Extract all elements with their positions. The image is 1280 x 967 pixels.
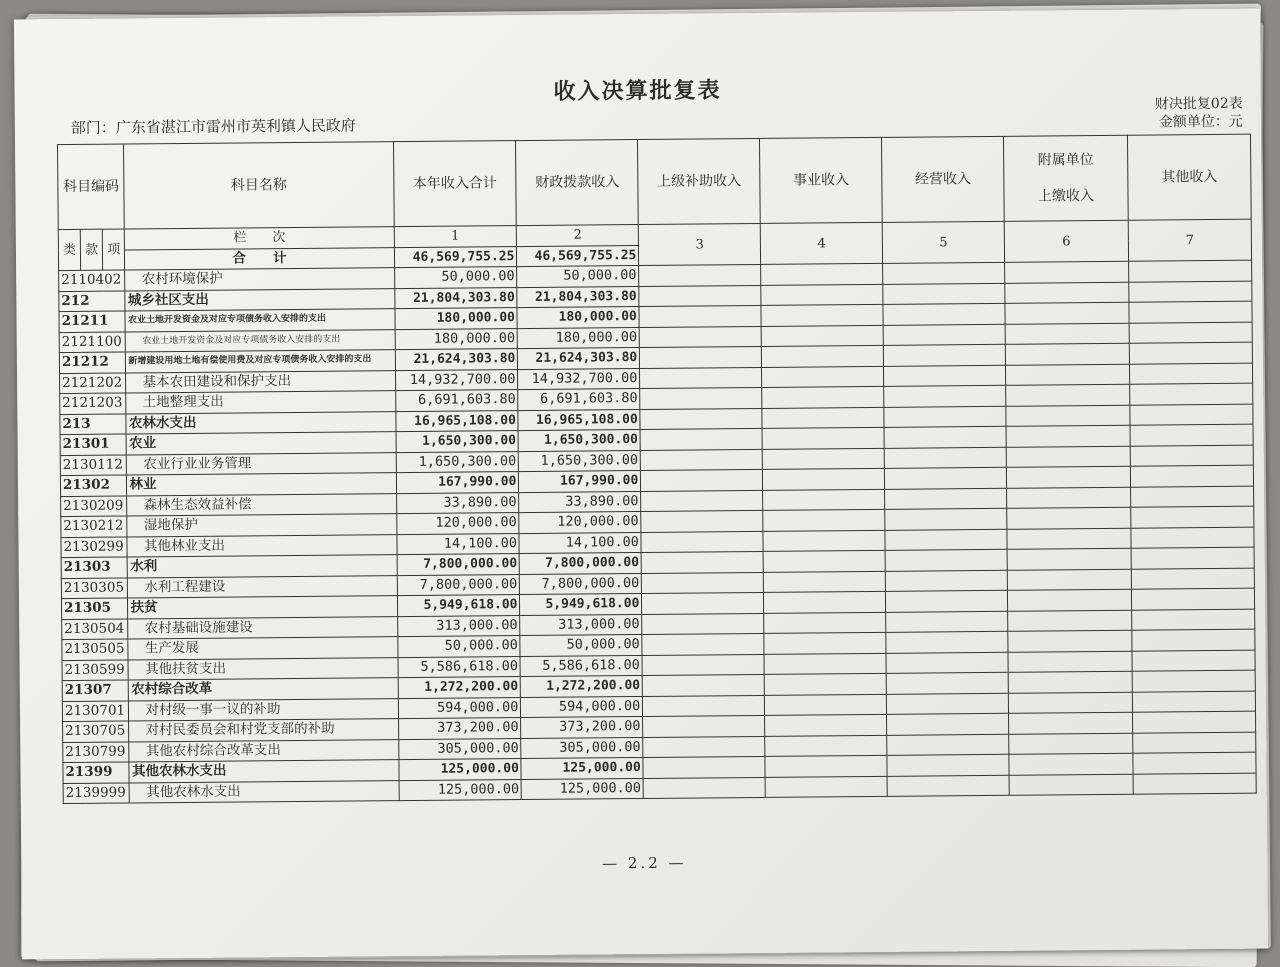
subject-code: 2130112 [60, 454, 127, 475]
empty-cell-col-7 [1129, 342, 1252, 364]
subject-name: 农业土地开发资金及对应专项债务收入安排的支出 [126, 329, 395, 352]
income-total: 16,965,108.00 [395, 410, 518, 432]
paper-sheet [14, 9, 1268, 960]
income-total: 5,586,618.00 [398, 656, 521, 678]
income-total: 1,650,300.00 [396, 431, 519, 453]
empty-cell-col-6 [1008, 630, 1132, 652]
empty-cell-col-3 [640, 346, 762, 368]
header-xiang: 项 [103, 229, 126, 270]
col-number-2: 2 [517, 225, 639, 247]
header-total: 本年收入合计 [393, 141, 517, 227]
empty-cell-col-7 [1133, 752, 1256, 774]
empty-cell-col-6 [1008, 692, 1132, 714]
subject-code: 2121203 [60, 393, 127, 414]
header-affiliated-line2: 上缴收入 [1037, 188, 1095, 205]
fiscal-income: 120,000.00 [519, 512, 641, 534]
empty-cell-col-5 [886, 672, 1008, 694]
empty-cell-col-7 [1131, 527, 1254, 549]
subject-code: 21212 [59, 352, 126, 373]
subject-code: 2130799 [63, 741, 130, 762]
subject-code: 2130299 [61, 536, 128, 557]
income-total: 14,100.00 [396, 533, 519, 555]
fiscal-income: 21,624,303.80 [518, 348, 640, 370]
total-value: 46,569,755.25 [394, 246, 517, 268]
empty-cell-col-6 [1009, 733, 1133, 755]
empty-cell-col-5 [885, 529, 1007, 551]
fiscal-income: 5,586,618.00 [520, 655, 642, 677]
empty-cell-col-4 [762, 386, 884, 408]
empty-cell-col-7 [1131, 506, 1254, 528]
empty-cell-col-6 [1005, 302, 1129, 324]
empty-cell-col-6 [1007, 569, 1131, 591]
empty-cell-col-3 [641, 551, 763, 573]
empty-cell-col-7 [1129, 281, 1252, 303]
empty-cell-col-7 [1132, 691, 1255, 713]
empty-cell-col-7 [1130, 404, 1253, 426]
subject-code: 2130701 [62, 700, 129, 721]
fiscal-income: 313,000.00 [520, 614, 642, 636]
empty-cell-col-5 [883, 262, 1005, 284]
empty-cell-col-4 [761, 284, 883, 306]
fiscal-income: 16,965,108.00 [518, 409, 640, 431]
empty-cell-col-3 [640, 428, 762, 450]
fiscal-income: 1,272,200.00 [521, 675, 643, 697]
subject-name: 对村民委员会和村党支部的补助 [129, 719, 398, 742]
fiscal-income: 7,800,000.00 [520, 552, 642, 574]
empty-cell-col-5 [886, 631, 1008, 653]
empty-cell-col-4 [764, 653, 886, 675]
header-fiscal: 财政拨款收入 [516, 140, 639, 226]
empty-cell-col-3 [643, 777, 765, 799]
total-fiscal-value: 46,569,755.25 [517, 245, 639, 267]
header-operation: 经营收入 [882, 136, 1005, 222]
fiscal-income: 1,650,300.00 [518, 430, 640, 452]
income-total: 180,000.00 [394, 308, 517, 330]
empty-cell-col-6 [1009, 774, 1133, 796]
empty-cell-col-5 [884, 406, 1006, 428]
empty-cell-col-3 [643, 695, 765, 717]
empty-cell-col-4 [764, 673, 886, 695]
fiscal-income: 21,804,303.80 [517, 286, 639, 308]
empty-cell-col-5 [885, 467, 1007, 489]
empty-cell-col-4 [761, 325, 883, 347]
header-name: 科目名称 [124, 142, 394, 229]
empty-cell-col-5 [886, 611, 1008, 633]
header-affiliated [1004, 135, 1129, 221]
empty-cell-col-5 [885, 488, 1007, 510]
empty-cell-col-3 [641, 469, 763, 491]
empty-cell-col-7 [1129, 301, 1252, 323]
subject-code: 2130305 [61, 577, 128, 598]
fiscal-income: 180,000.00 [517, 307, 639, 329]
subject-name: 湿地保护 [127, 514, 396, 537]
empty-cell-col-5 [887, 713, 1009, 735]
empty-cell-col-3 [639, 264, 761, 286]
empty-cell-col-5 [887, 754, 1009, 776]
empty-cell-col-5 [883, 283, 1005, 305]
empty-cell-col-5 [883, 303, 1005, 325]
empty-cell-col-3 [642, 674, 764, 696]
subject-code: 2139999 [63, 782, 130, 803]
subject-code: 2130209 [61, 495, 128, 516]
empty-cell-col-6 [1009, 712, 1133, 734]
empty-cell-col-7 [1130, 465, 1253, 487]
empty-cell-col-6 [1005, 261, 1129, 283]
page-number: — 2.2 — [602, 853, 687, 873]
col-number-6: 6 [1004, 220, 1128, 262]
subject-name: 林业 [127, 473, 396, 496]
subject-name: 其他扶贫支出 [128, 657, 397, 680]
fiscal-income: 7,800,000.00 [520, 573, 642, 595]
empty-cell-col-3 [639, 285, 761, 307]
fiscal-income: 373,200.00 [521, 716, 643, 738]
empty-cell-col-3 [643, 756, 765, 778]
empty-cell-col-5 [884, 426, 1006, 448]
empty-cell-col-3 [642, 633, 764, 655]
empty-cell-col-6 [1006, 364, 1130, 386]
form-info [1155, 95, 1243, 132]
fiscal-income: 125,000.00 [521, 757, 643, 779]
empty-cell-col-6 [1007, 507, 1131, 529]
col-number-5: 5 [882, 221, 1004, 263]
empty-cell-col-7 [1131, 486, 1254, 508]
subject-name: 其他林业支出 [127, 534, 396, 557]
empty-cell-col-7 [1131, 547, 1254, 569]
income-total: 120,000.00 [396, 513, 519, 535]
amount-unit: 金额单位：元 [1158, 113, 1243, 131]
empty-cell-col-3 [639, 326, 761, 348]
income-total: 50,000.00 [397, 636, 520, 658]
subject-code: 21399 [63, 762, 130, 783]
department-label: 部门：广东省湛江市雷州市英利镇人民政府 [70, 116, 356, 137]
empty-cell-col-4 [763, 489, 885, 511]
fiscal-income: 50,000.00 [520, 634, 642, 656]
empty-cell-col-5 [885, 549, 1007, 571]
subject-code: 2130504 [62, 618, 129, 639]
empty-cell-col-6 [1005, 343, 1129, 365]
empty-cell-col-4 [762, 407, 884, 429]
empty-cell-col-3 [640, 367, 762, 389]
subject-code: 212 [59, 290, 126, 311]
income-total: 21,804,303.80 [394, 287, 517, 309]
total-label: 合 计 [125, 247, 394, 270]
subject-name: 水利 [128, 555, 397, 578]
empty-cell-col-7 [1129, 322, 1252, 344]
subject-code: 21303 [61, 557, 128, 578]
empty-cell-col-7 [1130, 424, 1253, 446]
subject-code: 21301 [60, 434, 127, 455]
empty-cell-col-7 [1132, 609, 1255, 631]
subject-name: 农业 [127, 432, 396, 455]
empty-cell-col-4 [761, 304, 883, 326]
empty-cell-col-6 [1005, 323, 1129, 345]
income-total: 373,200.00 [398, 718, 521, 740]
subject-code: 21211 [59, 311, 126, 332]
empty-cell-col-5 [883, 324, 1005, 346]
empty-cell-col-4 [764, 591, 886, 613]
subject-name: 农村综合改革 [129, 678, 398, 701]
empty-cell-col-5 [886, 590, 1008, 612]
income-total: 180,000.00 [395, 328, 518, 350]
subject-name: 土地整理支出 [126, 391, 395, 414]
empty-cell-col-3 [641, 449, 763, 471]
empty-cell-col-3 [643, 736, 765, 758]
subject-code: 2121202 [60, 372, 127, 393]
fiscal-income: 14,100.00 [519, 532, 641, 554]
income-total: 305,000.00 [398, 738, 521, 760]
subject-code: 2121100 [59, 331, 126, 352]
empty-cell-col-3 [642, 613, 764, 635]
header-code: 科目编码 [58, 144, 125, 230]
subject-name: 农业行业业务管理 [127, 452, 396, 475]
subject-code: 2130705 [63, 721, 130, 742]
empty-cell-col-4 [764, 571, 886, 593]
col-number-4: 4 [760, 222, 882, 264]
col-number-7: 7 [1128, 219, 1251, 261]
empty-cell-col-4 [761, 263, 883, 285]
subject-name: 新增建设用地土地有偿使用费及对应专项债务收入安排的支出 [126, 350, 395, 373]
empty-cell-col-6 [1006, 425, 1130, 447]
empty-cell-col-4 [762, 427, 884, 449]
empty-cell-col-5 [884, 447, 1006, 469]
income-total: 14,932,700.00 [395, 369, 518, 391]
empty-cell-col-4 [762, 345, 884, 367]
empty-cell-col-4 [763, 530, 885, 552]
col-number-3: 3 [639, 223, 761, 265]
income-total: 1,272,200.00 [398, 677, 521, 699]
header-affiliated-line1: 附属单位 [1037, 152, 1094, 169]
empty-cell-col-7 [1131, 568, 1254, 590]
header-lei: 类 [58, 229, 81, 270]
fiscal-income: 594,000.00 [521, 696, 643, 718]
empty-cell-col-5 [883, 344, 1005, 366]
subject-name: 农村环境保护 [125, 268, 394, 291]
income-report-table [57, 134, 1257, 804]
empty-cell-col-5 [886, 693, 1008, 715]
subject-name: 对村级一事一议的补助 [129, 698, 398, 721]
fiscal-income: 14,932,700.00 [518, 368, 640, 390]
empty-cell-col-7 [1132, 650, 1255, 672]
empty-cell-col-6 [1008, 610, 1132, 632]
income-total: 7,800,000.00 [397, 574, 520, 596]
fiscal-income: 50,000.00 [517, 266, 639, 288]
empty-cell-col-4 [765, 714, 887, 736]
empty-cell-col-6 [1006, 446, 1130, 468]
subject-name: 农林水支出 [126, 411, 395, 434]
empty-cell-col-5 [887, 775, 1009, 797]
empty-cell-col-7 [1132, 711, 1255, 733]
empty-cell-col-5 [884, 365, 1006, 387]
fiscal-income: 167,990.00 [519, 471, 641, 493]
empty-cell-col-5 [887, 734, 1009, 756]
header-lanci: 栏 次 [125, 227, 394, 250]
empty-cell-col-4 [763, 550, 885, 572]
income-total: 21,624,303.80 [395, 349, 518, 371]
subject-code: 21302 [60, 475, 127, 496]
income-total: 125,000.00 [399, 779, 522, 801]
empty-cell-col-7 [1132, 629, 1255, 651]
empty-cell-col-3 [642, 592, 764, 614]
subject-name: 城乡社区支出 [125, 288, 394, 311]
empty-cell-col-4 [765, 776, 887, 798]
col-number-1: 1 [394, 226, 517, 248]
subject-code: 21307 [62, 680, 129, 701]
fiscal-income: 33,890.00 [519, 491, 641, 513]
income-total: 594,000.00 [398, 697, 521, 719]
empty-cell-col-7 [1130, 445, 1253, 467]
empty-cell-col-3 [640, 387, 762, 409]
header-row [58, 134, 1252, 229]
income-total: 313,000.00 [397, 615, 520, 637]
fiscal-income: 5,949,618.00 [520, 593, 642, 615]
empty-cell-col-3 [642, 654, 764, 676]
header-other: 其他收入 [1127, 134, 1251, 220]
income-total: 33,890.00 [396, 492, 519, 514]
empty-cell-col-4 [765, 735, 887, 757]
subject-name: 生产发展 [128, 637, 397, 660]
empty-cell-col-5 [885, 508, 1007, 530]
header-kuan: 款 [80, 229, 103, 270]
empty-cell-col-7 [1129, 260, 1252, 282]
empty-cell-col-6 [1006, 384, 1130, 406]
fiscal-income: 180,000.00 [518, 327, 640, 349]
empty-cell-col-3 [641, 510, 763, 532]
document-title: 收入决算批复表 [553, 78, 722, 105]
subject-name: 农业土地开发资金及对应专项债务收入安排的支出 [125, 309, 394, 332]
income-total: 125,000.00 [398, 759, 521, 781]
income-total: 7,800,000.00 [397, 554, 520, 576]
empty-cell-col-6 [1007, 548, 1131, 570]
subject-code: 21305 [61, 598, 128, 619]
subject-name: 其他农林水支出 [129, 760, 398, 783]
empty-cell-col-4 [765, 755, 887, 777]
form-code: 财决批复02表 [1154, 95, 1243, 113]
empty-cell-col-4 [763, 509, 885, 531]
income-total: 5,949,618.00 [397, 595, 520, 617]
empty-cell-col-5 [885, 570, 1007, 592]
subject-name: 扶贫 [128, 596, 397, 619]
empty-cell-col-6 [1005, 282, 1129, 304]
empty-cell-col-6 [1008, 651, 1132, 673]
income-total: 167,990.00 [396, 472, 519, 494]
empty-cell-col-4 [764, 612, 886, 634]
empty-cell-col-3 [639, 305, 761, 327]
empty-cell-col-5 [884, 385, 1006, 407]
empty-cell-col-5 [886, 652, 1008, 674]
empty-cell-col-3 [641, 490, 763, 512]
header-business: 事业收入 [760, 137, 883, 223]
empty-cell-col-7 [1129, 363, 1252, 385]
empty-cell-col-3 [642, 572, 764, 594]
subject-name: 森林生态效益补偿 [127, 493, 396, 516]
empty-cell-col-3 [641, 531, 763, 553]
subject-name: 水利工程建设 [128, 575, 397, 598]
empty-cell-col-6 [1009, 753, 1133, 775]
subject-code: 2130505 [62, 639, 129, 660]
empty-cell-col-7 [1132, 670, 1255, 692]
subject-code: 2130212 [61, 516, 128, 537]
empty-cell-col-4 [763, 468, 885, 490]
subject-name: 基本农田建设和保护支出 [126, 370, 395, 393]
subject-code: 213 [60, 413, 127, 434]
empty-cell-col-4 [762, 448, 884, 470]
fiscal-income: 6,691,603.80 [518, 389, 640, 411]
empty-cell-col-3 [640, 408, 762, 430]
empty-cell-col-6 [1006, 466, 1130, 488]
empty-cell-col-4 [762, 366, 884, 388]
empty-cell-col-6 [1007, 528, 1131, 550]
empty-cell-col-6 [1007, 487, 1131, 509]
subject-name: 农村基础设施建设 [128, 616, 397, 639]
subject-name: 其他农林水支出 [130, 780, 399, 803]
empty-cell-col-7 [1133, 732, 1256, 754]
income-total: 6,691,603.80 [395, 390, 518, 412]
empty-cell-col-7 [1130, 383, 1253, 405]
empty-cell-col-3 [643, 715, 765, 737]
subject-code: 2130599 [62, 659, 129, 680]
empty-cell-col-6 [1008, 671, 1132, 693]
empty-cell-col-6 [1007, 589, 1131, 611]
empty-cell-col-7 [1131, 588, 1254, 610]
empty-cell-col-4 [765, 694, 887, 716]
fiscal-income: 305,000.00 [521, 737, 643, 759]
income-total: 1,650,300.00 [396, 451, 519, 473]
fiscal-income: 1,650,300.00 [519, 450, 641, 472]
subject-name: 其他农村综合改革支出 [129, 739, 398, 762]
empty-cell-col-6 [1006, 405, 1130, 427]
empty-cell-col-4 [764, 632, 886, 654]
empty-cell-col-7 [1133, 773, 1256, 795]
income-total: 50,000.00 [394, 267, 517, 289]
fiscal-income: 125,000.00 [521, 778, 643, 800]
subject-code: 2110402 [59, 270, 126, 291]
header-superior: 上级补助收入 [638, 138, 761, 224]
